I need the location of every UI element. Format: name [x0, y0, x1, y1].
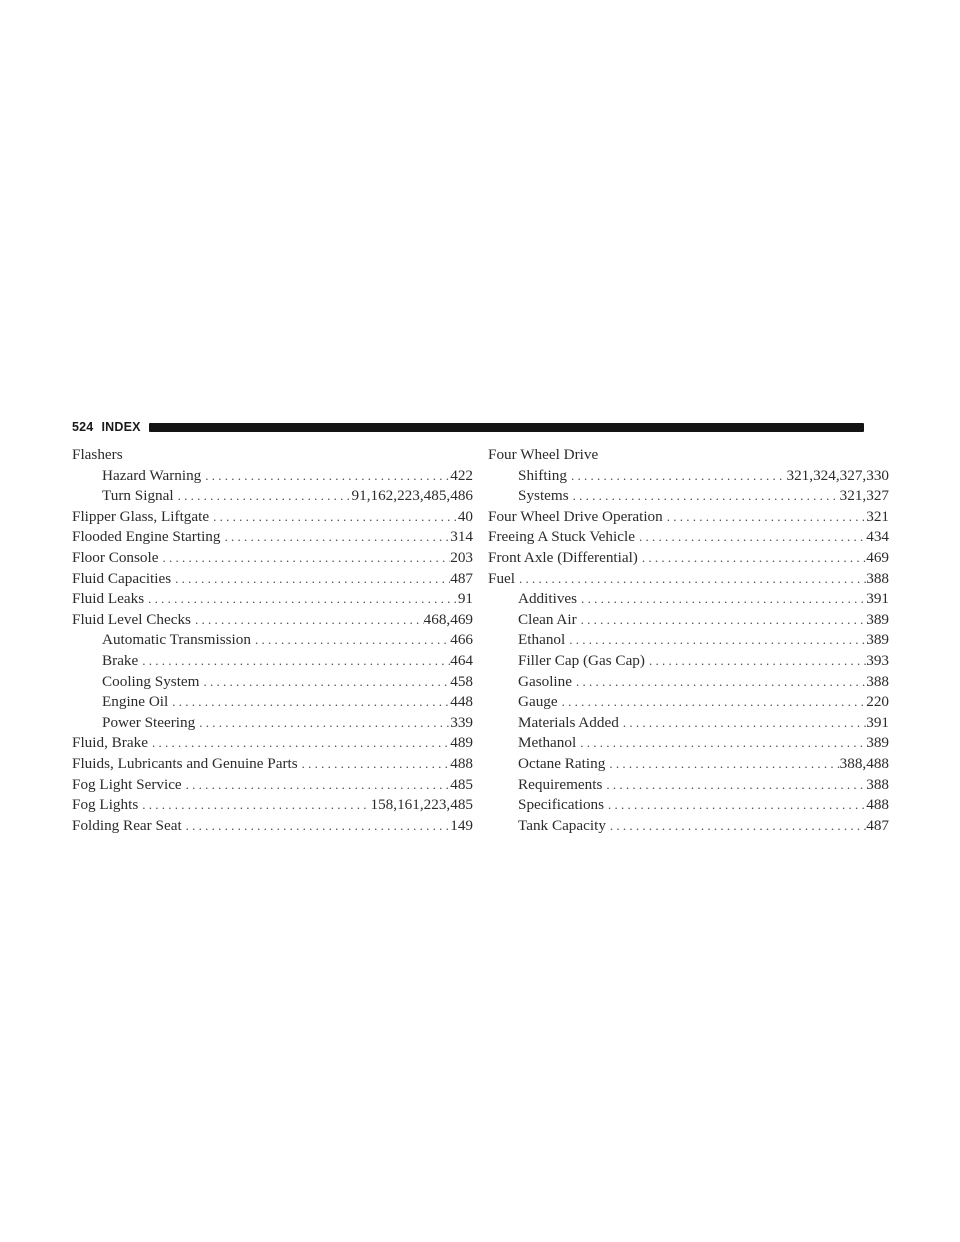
dot-leader [138, 651, 450, 672]
dot-leader [148, 733, 450, 754]
index-subentry [72, 651, 473, 672]
index-entry-pages: 389 [866, 610, 889, 628]
index-entry-label: Gasoline [518, 672, 572, 690]
index-subentry [488, 630, 889, 651]
index-entry-pages: 388 [866, 672, 889, 690]
index-entry [488, 548, 889, 569]
index-entry-pages: 389 [866, 631, 889, 649]
index-entry-label: Requirements [518, 775, 603, 793]
dot-leader [168, 692, 450, 713]
index-entry-pages: 434 [866, 528, 889, 546]
dot-leader [606, 816, 866, 837]
index-entry-label: Fluid Level Checks [72, 610, 191, 628]
index-subentry [72, 486, 473, 507]
index-entry-label: Clean Air [518, 610, 577, 628]
index-subentry [72, 672, 473, 693]
index-entry-label: Ethanol [518, 631, 566, 649]
dot-leader [645, 651, 866, 672]
index-entry [488, 527, 889, 548]
index-entry-label: Shifting [518, 466, 567, 484]
index-entry [72, 733, 473, 754]
index-entry-label: Folding Rear Seat [72, 816, 182, 834]
index-entry-pages: 158,161,223,485 [370, 796, 473, 814]
dot-leader [558, 692, 867, 713]
index-entry-pages: 468,469 [423, 610, 473, 628]
index-entry-label: Four Wheel Drive [488, 446, 599, 463]
index-entry-label: Brake [102, 651, 139, 669]
dot-leader [144, 589, 458, 610]
dot-leader [604, 795, 866, 816]
index-entry-label: Hazard Warning [102, 466, 202, 484]
index-subentry [488, 754, 889, 775]
dot-leader [638, 548, 866, 569]
dot-leader [298, 754, 451, 775]
index-entry-pages: 466 [450, 631, 473, 649]
index-entry-label: Fluids, Lubricants and Genuine Parts [72, 754, 298, 772]
index-subentry [488, 795, 889, 816]
index-subentry [488, 816, 889, 837]
index-entry-label: Fog Light Service [72, 775, 182, 793]
dot-leader [577, 589, 866, 610]
index-entry-pages: 448 [450, 693, 473, 711]
index-entry-pages: 487 [450, 569, 473, 587]
index-entry-pages: 388,488 [839, 754, 889, 772]
index-subentry [488, 486, 889, 507]
index-entry-pages: 91 [457, 590, 473, 608]
index-entry-label: Fog Lights [72, 796, 139, 814]
index-entry-label: Methanol [518, 734, 577, 752]
index-entry-label: Freeing A Stuck Vehicle [488, 528, 635, 546]
dot-leader [251, 630, 450, 651]
dot-leader [182, 816, 451, 837]
index-entry-pages: 321,324,327,330 [786, 466, 889, 484]
index-entry [72, 610, 473, 631]
index-subentry [488, 692, 889, 713]
dot-leader [159, 548, 451, 569]
index-entry-pages: 388 [866, 775, 889, 793]
index-entry-label: Flashers [72, 446, 123, 463]
index-entry-pages: 203 [450, 548, 473, 566]
section-title: INDEX [101, 420, 141, 434]
index-subentry [488, 672, 889, 693]
dot-leader [565, 630, 866, 651]
index-entry-pages: 388 [866, 569, 889, 587]
index-entry-label: Materials Added [518, 713, 619, 731]
index-entry [72, 527, 473, 548]
index-heading [488, 445, 889, 466]
index-entry [72, 569, 473, 590]
index-subentry [488, 775, 889, 796]
index-entry-label: Fuel [488, 569, 516, 587]
index-entry-label: Fluid Leaks [72, 590, 145, 608]
index-entry-label: Gauge [518, 693, 558, 711]
dot-leader [635, 527, 866, 548]
index-entry-pages: 389 [866, 734, 889, 752]
index-entry-label: Systems [518, 487, 569, 505]
dot-leader [174, 486, 352, 507]
index-entry [72, 754, 473, 775]
dot-leader [577, 610, 867, 631]
index-column-right [488, 445, 889, 836]
dot-leader [138, 795, 370, 816]
index-entry-pages: 149 [450, 816, 473, 834]
index-entry-pages: 220 [866, 693, 889, 711]
dot-leader [199, 672, 450, 693]
dot-leader [567, 466, 787, 487]
index-entry-label: Power Steering [102, 713, 196, 731]
dot-leader [663, 507, 866, 528]
dot-leader [182, 775, 451, 796]
index-entry [488, 569, 889, 590]
index-entry-label: Four Wheel Drive Operation [488, 507, 663, 525]
dot-leader [195, 713, 450, 734]
index-entry-label: Specifications [518, 796, 605, 814]
index-entry-label: Engine Oil [102, 693, 169, 711]
index-entry-label: Cooling System [102, 672, 200, 690]
index-entry-label: Filler Cap (Gas Cap) [518, 651, 645, 669]
index-entry-label: Flipper Glass, Liftgate [72, 507, 210, 525]
index-entry-pages: 339 [450, 713, 473, 731]
dot-leader [209, 507, 458, 528]
index-entry [72, 795, 473, 816]
dot-leader [572, 672, 866, 693]
dot-leader [515, 569, 866, 590]
index-entry-label: Fluid Capacities [72, 569, 172, 587]
dot-leader [171, 569, 450, 590]
index-heading [72, 445, 473, 466]
index-entry-pages: 489 [450, 734, 473, 752]
index-entry [72, 816, 473, 837]
index-entry-pages: 458 [450, 672, 473, 690]
index-entry-pages: 488 [866, 796, 889, 814]
index-entry-pages: 321,327 [839, 487, 889, 505]
index-entry-pages: 464 [450, 651, 473, 669]
index-entry-pages: 393 [866, 651, 889, 669]
index-entry-label: Fluid, Brake [72, 734, 148, 752]
dot-leader [576, 733, 866, 754]
index-entry-pages: 321 [866, 507, 889, 525]
dot-leader [569, 486, 840, 507]
index-subentry [488, 610, 889, 631]
index-entry [488, 507, 889, 528]
index-entry-label: Additives [518, 590, 578, 608]
index-entry-pages: 40 [457, 507, 473, 525]
dot-leader [619, 713, 866, 734]
index-subentry [72, 466, 473, 487]
index-entry-pages: 487 [866, 816, 889, 834]
dot-leader [605, 754, 839, 775]
index-entry-label: Front Axle (Differential) [488, 548, 638, 566]
index-subentry [488, 466, 889, 487]
index-subentry [488, 589, 889, 610]
index-entry [72, 775, 473, 796]
index-entry-pages: 391 [866, 590, 889, 608]
index-subentry [488, 651, 889, 672]
index-entry [72, 589, 473, 610]
index-entry-pages: 91,162,223,485,486 [351, 487, 473, 505]
page-header [72, 418, 864, 436]
index-entry-label: Tank Capacity [518, 816, 606, 834]
index-entry-pages: 422 [450, 466, 473, 484]
index-subentry [72, 713, 473, 734]
dot-leader [191, 610, 424, 631]
index-entry-label: Automatic Transmission [102, 631, 251, 649]
index-entry-label: Turn Signal [102, 487, 174, 505]
dot-leader [602, 775, 866, 796]
index-column-left [72, 445, 473, 836]
index-entry-label: Octane Rating [518, 754, 606, 772]
index-subentry [488, 713, 889, 734]
index-entry-label: Flooded Engine Starting [72, 528, 221, 546]
index-entry-pages: 485 [450, 775, 473, 793]
index-entry-label: Floor Console [72, 548, 159, 566]
index-subentry [488, 733, 889, 754]
dot-leader [221, 527, 451, 548]
index-entry-pages: 391 [866, 713, 889, 731]
header-rule [149, 423, 864, 432]
index-entry [72, 507, 473, 528]
index-entry-pages: 488 [450, 754, 473, 772]
index-entry [72, 548, 473, 569]
page-number: 524 [72, 420, 94, 434]
index-entry-pages: 314 [450, 528, 473, 546]
dot-leader [201, 466, 450, 487]
index-subentry [72, 630, 473, 651]
index-subentry [72, 692, 473, 713]
index-entry-pages: 469 [866, 548, 889, 566]
